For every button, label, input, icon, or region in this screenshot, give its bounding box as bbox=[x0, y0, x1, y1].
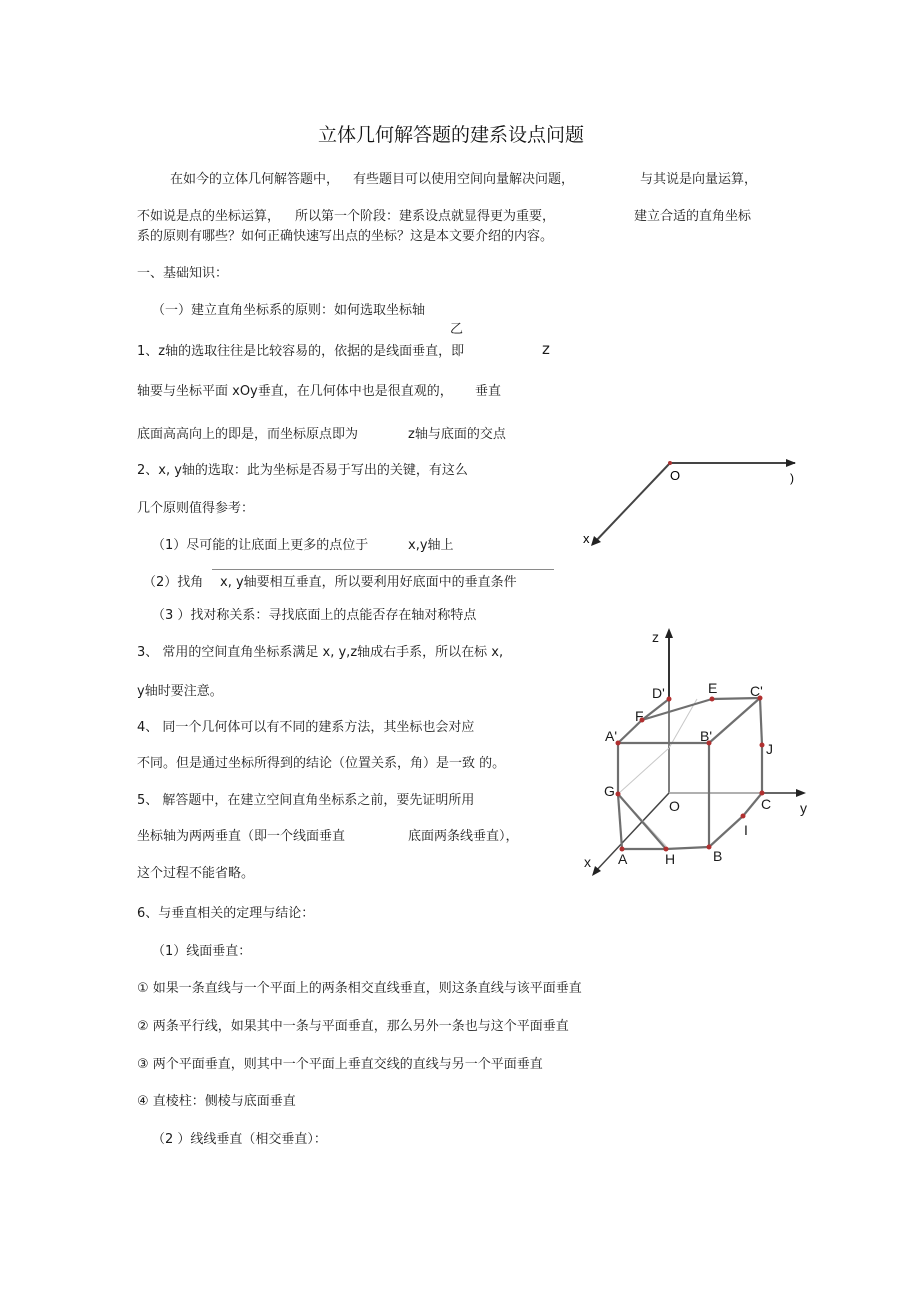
z-arrowhead bbox=[665, 628, 673, 638]
intro-line-1b: 有些题目可以使用空间向量解决问题， bbox=[353, 172, 575, 187]
vertex-label-i: I bbox=[744, 822, 748, 838]
point-1-line-c: 底面高高向上的即是，而坐标原点即为 bbox=[137, 427, 359, 442]
theorem-4: ④ 直棱柱：侧棱与底面垂直 bbox=[137, 1094, 296, 1109]
point-1-line-b-tail: 垂直 bbox=[475, 384, 502, 399]
vertex-label-a-prime: A' bbox=[605, 728, 618, 744]
x-axis-label: x bbox=[583, 531, 590, 546]
subsection-3-heading: （2 ）线线垂直（相交垂直）： bbox=[152, 1132, 327, 1147]
vertex-label-b: B bbox=[713, 848, 723, 864]
page-title: 立体几何解答题的建系设点问题 bbox=[318, 124, 585, 146]
rule-3-text: （3 ）找对称关系：寻找底面上的点能否存在轴对称特点 bbox=[152, 608, 477, 623]
intro-line-2b: 所以第一个阶段：建系设点就显得更为重要， bbox=[295, 209, 556, 224]
point-4-line-a: 4、 同一个几何体可以有不同的建系方法，其坐标也会对应 bbox=[137, 720, 475, 735]
y-arrowhead bbox=[796, 789, 806, 797]
point-1-line-c-tail: z轴与底面的交点 bbox=[408, 427, 506, 442]
vertex-label-e: E bbox=[708, 680, 718, 696]
z-axis-label: z bbox=[652, 629, 659, 645]
theorem-3: ③ 两个平面垂直，则其中一个平面上垂直交线的直线与另一个平面垂直 bbox=[137, 1057, 543, 1072]
origin-label: O bbox=[670, 468, 681, 483]
point-1-z: z bbox=[542, 340, 550, 358]
point-1-line-a: 1、z轴的选取往往是比较容易的，依据的是线面垂直，即 bbox=[137, 344, 465, 359]
point-5-line-b-tail: 底面两条线垂直）， bbox=[408, 829, 519, 844]
point-3-line-b: y轴时要注意。 bbox=[137, 684, 223, 699]
subsection-1-heading: （一）建立直角坐标系的原则：如何选取坐标轴 bbox=[152, 303, 426, 318]
theorem-2: ② 两条平行线，如果其中一条与平面垂直，那么另外一条也与这个平面垂直 bbox=[137, 1019, 569, 1034]
cube-figure bbox=[580, 620, 812, 882]
point-5-line-a: 5、 解答题中，在建立空间直角坐标系之前，要先证明所用 bbox=[137, 793, 475, 808]
divider-line bbox=[212, 569, 554, 570]
subsection-2-heading: （1）线面垂直： bbox=[152, 944, 252, 959]
point-6-heading: 6、与垂直相关的定理与结论： bbox=[137, 906, 315, 921]
rule-2-text: x, y轴要相互垂直，所以要利用好底面中的垂直条件 bbox=[220, 575, 517, 590]
point-5-line-c: 这个过程不能省略。 bbox=[137, 866, 255, 881]
origin-label: O bbox=[669, 798, 680, 814]
vertex-label-h: H bbox=[665, 851, 676, 867]
vertex-label-j: J bbox=[766, 741, 773, 757]
vertex-label-c-prime: C' bbox=[750, 683, 763, 699]
intro-line-1c: 与其说是向量运算， bbox=[640, 172, 758, 187]
point-4-line-b: 不同。但是通过坐标所得到的结论（位置关系，角）是一致 的。 bbox=[137, 756, 506, 771]
section-heading: 一、基础知识： bbox=[137, 266, 229, 281]
intro-line-1a: 在如今的立体几何解答题中， bbox=[170, 172, 340, 187]
point-5-line-b: 坐标轴为两两垂直（即一个线面垂直 bbox=[137, 829, 346, 844]
vertex-label-f: F bbox=[635, 708, 644, 724]
x-axis-label: x bbox=[584, 854, 591, 870]
vertex-label-c: C bbox=[761, 796, 772, 812]
point-3-line-a: 3、 常用的空间直角坐标系满足 x, y,z轴成右手系，所以在标 x, bbox=[137, 645, 504, 660]
rule-1-text: （1）尽可能的让底面上更多的点位于 bbox=[152, 538, 369, 553]
intro-line-2c: 建立合适的直角坐标 bbox=[634, 209, 752, 224]
vertex-label-b-prime: B' bbox=[700, 728, 713, 744]
origin-dot bbox=[668, 461, 672, 465]
y-arrowhead bbox=[786, 459, 796, 467]
point-2-line-b: 几个原则值得参考： bbox=[137, 501, 255, 516]
vertex-label-a: A bbox=[618, 851, 628, 867]
point-1-line-b: 轴要与坐标平面 xOy垂直，在几何体中也是很直观的， bbox=[137, 384, 453, 399]
theorem-1: ① 如果一条直线与一个平面上的两条相交直线垂直，则这条直线与该平面垂直 bbox=[137, 981, 582, 996]
x-axis-line bbox=[594, 793, 669, 873]
intro-line-2a: 不如说是点的坐标运算， bbox=[137, 209, 281, 224]
point-2-line-a: 2、x, y轴的选取：此为坐标是否易于写出的关键，有这么 bbox=[137, 463, 468, 478]
axes-figure bbox=[575, 450, 805, 555]
rule-2-label: （2）找角 bbox=[143, 575, 204, 590]
vertex-label-g: G bbox=[604, 783, 615, 799]
y-axis-label: ) bbox=[790, 471, 794, 485]
x-axis-line bbox=[593, 463, 670, 544]
y-axis-label: y bbox=[800, 800, 807, 816]
stray-mark: 乙 bbox=[450, 322, 464, 337]
rule-1-tail: x,y轴上 bbox=[408, 538, 454, 553]
vertex-label-d-prime: D' bbox=[652, 685, 665, 701]
intro-line-3: 系的原则有哪些？如何正确快速写出点的坐标？这是本文要介绍的内容。 bbox=[137, 229, 554, 244]
